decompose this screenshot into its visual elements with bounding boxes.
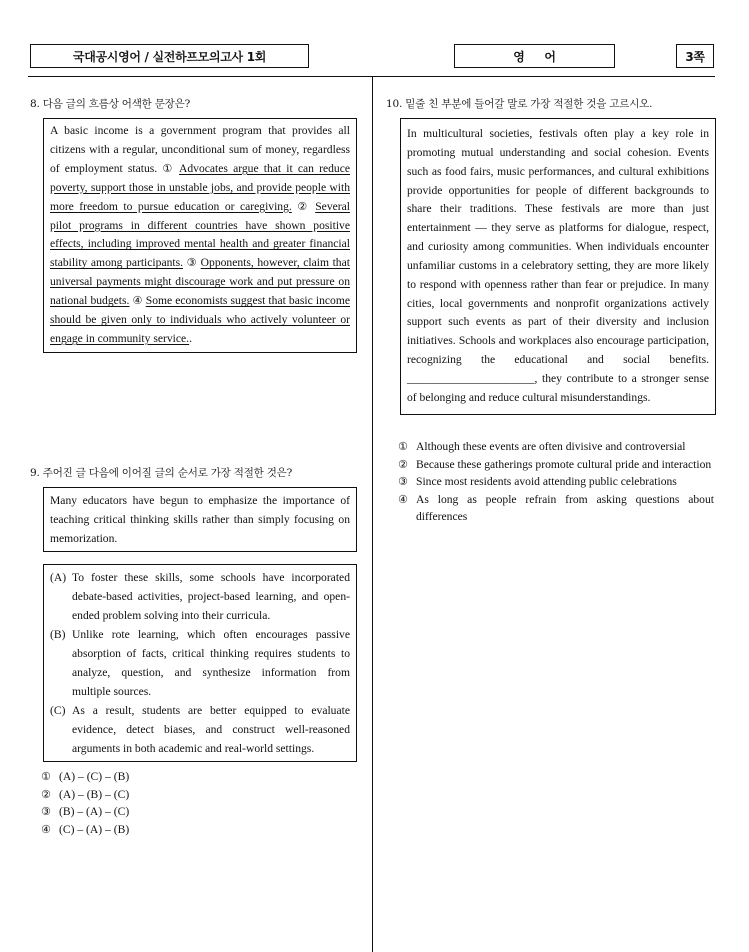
- q10-option-1-number: ①: [398, 440, 408, 453]
- q9-given-passage: [43, 487, 357, 552]
- page-number: 3쪽: [676, 44, 714, 68]
- q8-intro: A basic income is a government program that provides all citizens with a regular, unconditional sum of money, regardless of employment status.: [50, 124, 350, 175]
- exam-title: 국대공시영어 / 실전하프모의고사 1회: [30, 44, 309, 68]
- q9-option-2-number: ②: [41, 787, 51, 801]
- q9-option-1[interactable]: [41, 768, 241, 786]
- q9-item-b-text: Unlike rote learning, which often encourages passive absorption of facts, critical thinking requires students to analyze, question, and synthesize information from multiple sources.: [72, 628, 350, 698]
- q10-option-4-text: As long as people refrain from asking questions about differences: [416, 492, 714, 523]
- q8-passage: [43, 118, 357, 353]
- q8-sentence-3-number: ③: [186, 256, 198, 270]
- q9-option-1-number: ①: [41, 770, 51, 783]
- q8-sentence-4: Some economists suggest that basic income should be given only to individuals who actively volunteer or engage in community service.: [50, 294, 350, 345]
- q9-options: [41, 768, 241, 838]
- q10-passage-end: , they contribute to a stronger sense of belonging and reduce cultural misunderstandings.: [407, 371, 709, 404]
- q9-item-a: [50, 568, 350, 625]
- q10-stem: 10. 밑줄 친 부분에 들어갈 말로 가장 적절한 것을 고르시오.: [386, 98, 653, 110]
- q8-end-period: .: [189, 331, 192, 345]
- q10-options: [398, 438, 714, 526]
- q9-item-c-text: As a result, students are better equipped to evaluate evidence, detect biases, and construct well-reasoned arguments in both academic and real-world settings.: [72, 704, 350, 755]
- q9-option-4-number: ④: [41, 822, 51, 836]
- q10-option-3-text: Since most residents avoid attending public celebrations: [416, 475, 677, 488]
- q8-sentence-1: Advocates argue that it can reduce poverty, support those in unstable jobs, and provide people with more freedom to pursue education or caregiving.: [50, 161, 350, 213]
- q9-option-2-text: (A) – (B) – (C): [59, 787, 130, 801]
- q9-item-a-label: (A): [50, 571, 67, 584]
- q8-sentence-4-number: ④: [132, 294, 143, 308]
- q10-option-2-text: Because these gatherings promote cultural pride and interaction: [416, 457, 712, 471]
- q9-given-text: Many educators have begun to emphasize the importance of teaching critical thinking skills rather than simply focusing on memorization.: [50, 494, 350, 545]
- q10-option-1[interactable]: [398, 438, 714, 456]
- q10-option-2-number: ②: [398, 457, 408, 471]
- subject-label: 영 어: [454, 44, 615, 68]
- q9-stem: 9. 주어진 글 다음에 이어질 글의 순서로 가장 적절한 것은?: [30, 467, 293, 479]
- q10-passage-text: In multicultural societies, festivals often play a key role in promoting mutual understanding and social cohesion. Events such as food fairs, music performances, and cultural exhibitions provide opportunities for people of different backgrounds to share their traditions. These festivals are more than just entertainment — they serve as platforms for dialogue, respect, and curiosity among communities. When individuals encounter unfamiliar customs in a celebratory setting, they are more likely to respond with openness rather than fear or prejudice. In many cities, local governments and nonprofit organizations actively support such events as part of their diversity and inclusion initiatives. Schools and workplaces also encourage participation, recognizing the educational and social benefits.: [407, 127, 709, 367]
- q8-sentence-3: Opponents, however, claim that universal payments might discourage work and put pressure on national budgets.: [50, 256, 350, 308]
- q8-sentence-2: Several pilot programs in different countries have shown positive effects, including improved mental health and greater financial stability among participants.: [50, 199, 350, 270]
- q9-option-4[interactable]: [41, 821, 241, 839]
- q9-option-4-text: (C) – (A) – (B): [59, 822, 130, 836]
- q9-item-b: [50, 625, 350, 701]
- q10-option-2[interactable]: [398, 456, 714, 474]
- q9-option-2[interactable]: [41, 786, 241, 804]
- q9-item-a-text: To foster these skills, some schools have incorporated debate-based activities, project-based learning, and open-ended problem solving into their curricula.: [72, 571, 350, 622]
- q9-option-3[interactable]: [41, 803, 241, 821]
- q10-option-3-number: ③: [398, 475, 408, 488]
- column-divider: [372, 77, 373, 952]
- q10-option-3[interactable]: [398, 473, 714, 491]
- q8-sentence-2-number: ②: [297, 199, 310, 213]
- q9-item-b-label: (B): [50, 628, 66, 641]
- q9-item-c-label: (C): [50, 704, 66, 717]
- q10-blank: ______________________: [407, 371, 535, 385]
- q8-stem: 8. 다음 글의 흐름상 어색한 문장은?: [30, 98, 190, 110]
- q10-option-4[interactable]: [398, 491, 714, 526]
- q9-option-3-number: ③: [41, 805, 51, 818]
- q9-option-1-text: (A) – (C) – (B): [59, 770, 130, 783]
- q10-passage: [400, 118, 716, 415]
- q10-option-1-text: Although these events are often divisive and controversial: [416, 440, 686, 453]
- q10-option-4-number: ④: [398, 492, 408, 506]
- q9-item-c: [50, 701, 350, 758]
- q8-sentence-1-number: ①: [162, 161, 175, 175]
- q9-items-box: [43, 564, 357, 762]
- q9-option-3-text: (B) – (A) – (C): [59, 805, 130, 818]
